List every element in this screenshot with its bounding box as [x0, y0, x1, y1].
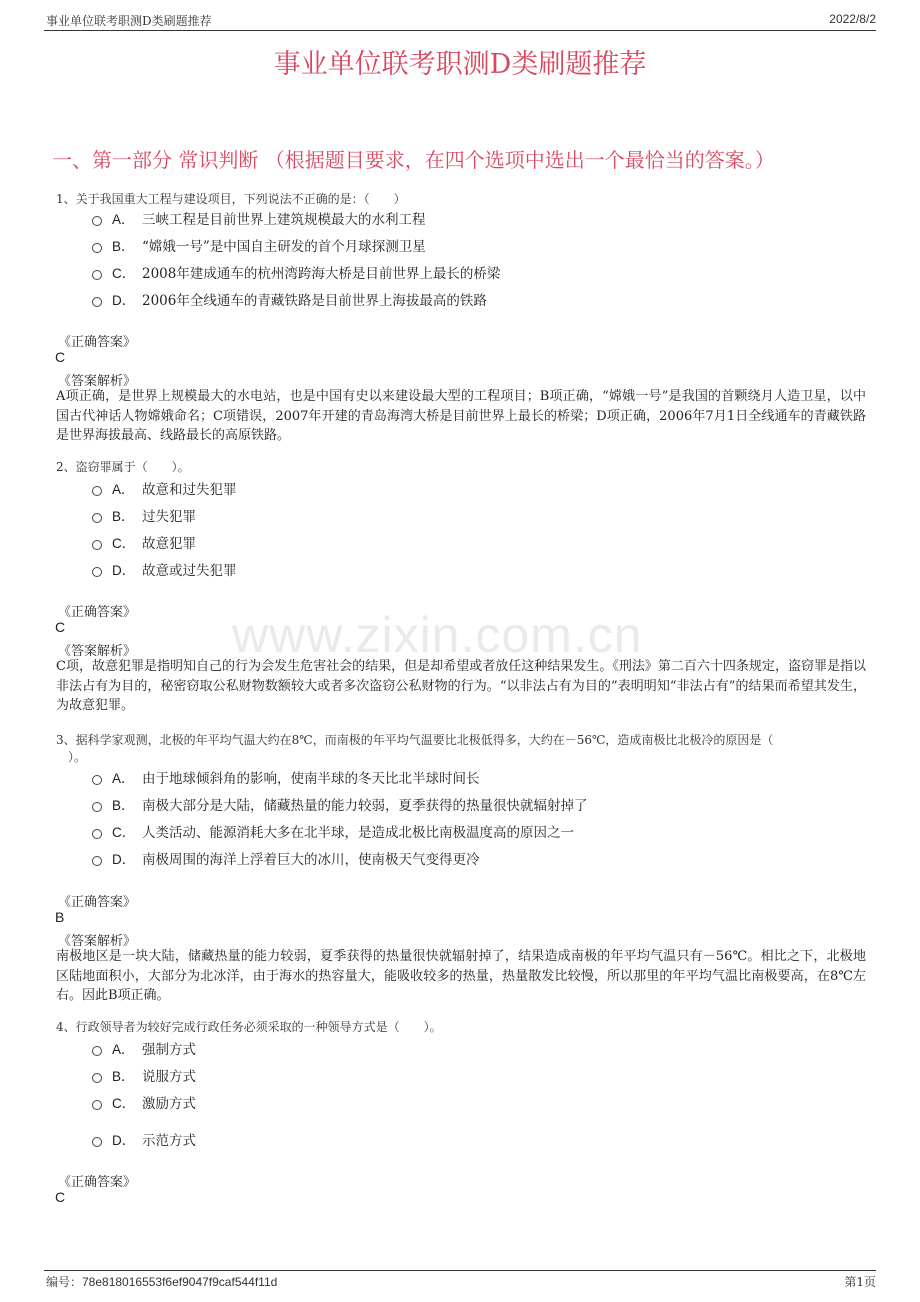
section-heading: 一、第一部分 常识判断 （根据题目要求，在四个选项中选出一个最恰当的答案。） [52, 148, 775, 172]
option-text: 故意犯罪 [142, 536, 196, 552]
option-letter: C． [112, 266, 136, 281]
radio-icon[interactable] [92, 802, 102, 812]
option-text: 示范方式 [142, 1133, 196, 1149]
question-3-text: 3、据科学家观测，北极的年平均气温大约在8℃，而南极的年平均气温要比北极低得多，大约在－56℃，造成南极比北极冷的原因是（ [56, 733, 774, 747]
radio-icon[interactable] [92, 297, 102, 307]
answer-label: 《正确答案》 [58, 1175, 137, 1190]
question-1-option-a[interactable] [92, 208, 426, 228]
option-letter: B． [112, 798, 135, 813]
footer-page-number: 第1页 [844, 1275, 876, 1289]
page-title: 事业单位联考职测D类刷题推荐 [273, 49, 647, 80]
option-text: 人类活动、能源消耗大多在北半球，是造成北极比南极温度高的原因之一 [142, 825, 574, 841]
option-letter: D． [112, 293, 136, 308]
question-3-explanation: 南极地区是一块大陆，储藏热量的能力较弱，夏季获得的热量很快就辐射掉了，结果造成南极的年平均气温只有－56℃。相比之下，北极地区陆地面积小，大部分为北冰洋，由于海水的热容量大，能吸收较多的热量，热量散发比较慢，所以那里的年平均气温比南极要高，在8℃左右。因此B项正确。 [56, 949, 866, 1003]
radio-icon[interactable] [92, 856, 102, 866]
question-1-text: 1、关于我国重大工程与建设项目，下列说法不正确的是：（ ） [56, 192, 406, 206]
explanation-label: 《答案解析》 [58, 644, 137, 659]
question-3-option-a[interactable] [92, 767, 480, 787]
option-text: 故意或过失犯罪 [142, 563, 237, 579]
radio-icon[interactable] [92, 1137, 102, 1147]
question-2-explanation: C项，故意犯罪是指明知自己的行为会发生危害社会的结果，但是却希望或者放任这种结果发生。《刑法》第二百六十四条规定，盗窃罪是指以非法占有为目的，秘密窃取公私财物数额较大或者多次盗窃公私财物的行为。“以非法占有为目的”表明明知“非法占有”的结果而希望其发生，为故意犯罪。 [56, 659, 866, 713]
radio-icon[interactable] [92, 486, 102, 496]
header-doc-title: 事业单位联考职测D类刷题推荐 [46, 14, 212, 28]
question-2-option-d[interactable] [92, 559, 237, 579]
answer-label: 《正确答案》 [58, 605, 137, 620]
question-2-option-c[interactable] [92, 532, 196, 552]
question-2-option-a[interactable] [92, 478, 237, 498]
option-text: 激励方式 [142, 1096, 196, 1112]
question-3-answer: B [55, 909, 65, 925]
question-4-answer: C [55, 1189, 66, 1205]
question-4-option-d[interactable] [92, 1129, 196, 1149]
question-4-option-a[interactable] [92, 1038, 196, 1058]
question-1-option-d[interactable] [92, 289, 487, 309]
option-text: 过失犯罪 [142, 509, 196, 525]
option-text: 由于地球倾斜角的影响，使南半球的冬天比北半球时间长 [142, 771, 480, 787]
question-3-option-d[interactable] [92, 848, 480, 868]
question-2-answer: C [55, 619, 66, 635]
question-1-option-c[interactable] [92, 262, 500, 282]
option-letter: D． [112, 563, 136, 578]
radio-icon[interactable] [92, 513, 102, 523]
explanation-label: 《答案解析》 [58, 934, 137, 949]
radio-icon[interactable] [92, 567, 102, 577]
header-date: 2022/8/2 [829, 12, 876, 26]
question-1-explanation: A项正确，是世界上规模最大的水电站，也是中国有史以来建设最大型的工程项目；B项正确，“嫦娥一号”是我国的首颗绕月人造卫星，以中国古代神话人物嫦娥命名；C项错误，2007年开建的青岛海湾大桥是目前世界上最长的桥梁；D项正确，2006年7月1日全线通车的青藏铁路是世界海拔最高、线路最长的高原铁路。 [56, 389, 866, 443]
option-text: 说服方式 [142, 1069, 196, 1085]
option-text: 南极大部分是大陆，储藏热量的能力较弱，夏季获得的热量很快就辐射掉了 [142, 798, 588, 814]
question-3-text-cont: ）。 [56, 750, 87, 764]
answer-label: 《正确答案》 [58, 335, 137, 350]
question-3-option-c[interactable] [92, 821, 574, 841]
option-letter: C． [112, 825, 136, 840]
question-1-option-b[interactable] [92, 235, 426, 255]
question-2-option-b[interactable] [92, 505, 196, 525]
option-letter: B． [112, 509, 135, 524]
option-text: 强制方式 [142, 1042, 196, 1058]
answer-label: 《正确答案》 [58, 895, 137, 910]
radio-icon[interactable] [92, 1100, 102, 1110]
radio-icon[interactable] [92, 243, 102, 253]
option-letter: D． [112, 852, 136, 867]
question-4-option-c[interactable] [92, 1092, 196, 1112]
footer-divider [44, 1270, 876, 1271]
option-letter: C． [112, 1096, 136, 1111]
radio-icon[interactable] [92, 829, 102, 839]
option-letter: D． [112, 1133, 136, 1148]
option-text: 南极周围的海洋上浮着巨大的冰川，使南极天气变得更冷 [142, 852, 480, 868]
option-letter: A． [112, 771, 135, 786]
question-1-answer: C [55, 349, 66, 365]
option-text: 2008年建成通车的杭州湾跨海大桥是目前世界上最长的桥梁 [142, 266, 501, 282]
footer-doc-id: 编号：78e818016553f6ef9047f9caf544f11d [46, 1275, 278, 1289]
radio-icon[interactable] [92, 775, 102, 785]
radio-icon[interactable] [92, 270, 102, 280]
radio-icon[interactable] [92, 216, 102, 226]
question-2-text: 2、盗窃罪属于（ ）。 [56, 460, 190, 474]
watermark: www.zixin.com.cn [232, 607, 643, 663]
option-letter: C． [112, 536, 136, 551]
option-letter: A． [112, 1042, 135, 1057]
option-text: 故意和过失犯罪 [142, 482, 237, 498]
option-letter: B． [112, 1069, 135, 1084]
option-text: 三峡工程是目前世界上建筑规模最大的水利工程 [142, 212, 426, 228]
explanation-label: 《答案解析》 [58, 374, 137, 389]
option-letter: A． [112, 212, 135, 227]
question-4-option-b[interactable] [92, 1065, 196, 1085]
header-divider [44, 30, 876, 31]
radio-icon[interactable] [92, 1046, 102, 1056]
option-letter: B． [112, 239, 135, 254]
radio-icon[interactable] [92, 1073, 102, 1083]
radio-icon[interactable] [92, 540, 102, 550]
question-4-text: 4、行政领导者为较好完成行政任务必须采取的一种领导方式是（ ）。 [56, 1020, 442, 1034]
question-3-option-b[interactable] [92, 794, 588, 814]
option-text: 2006年全线通车的青藏铁路是目前世界上海拔最高的铁路 [142, 293, 487, 309]
option-text: “嫦娥一号”是中国自主研发的首个月球探测卫星 [142, 239, 426, 255]
option-letter: A． [112, 482, 135, 497]
